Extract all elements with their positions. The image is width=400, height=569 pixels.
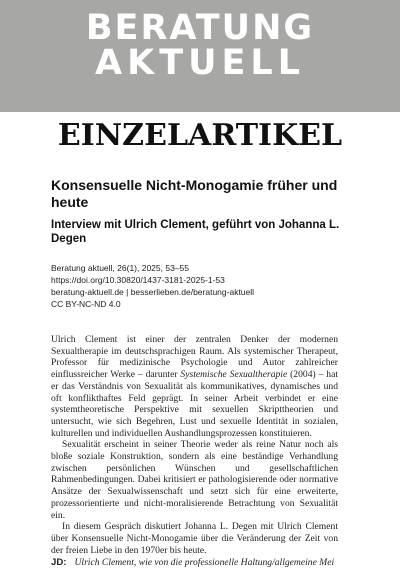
paragraph-text: Ulrich Clement ist einer der zentralen Denker der modernen Sexualtherapie im deutschsprachigen Raum. Als systemischer Therapeut, Professor für medizinische Psychologie und Autor zahlreicher einflussreicher Werke – darunter: [51, 334, 338, 381]
paragraph-text: Sexualität erscheint in seiner Theorie weder als reine Natur noch als bloße soziale Konstruktion, sondern als eine beständige Verhandlung zwischen persönlichen Wünschen und gesellschaftlichen Rahmenbedingungen. Dabei kritisiert er pathologisierende oder normative Ansätze der Sexualwissenschaft und setzt sich für eine erweiterte, prozessorientierte und nicht-moralisierende Betrachtung von Sexualität ein.: [51, 439, 338, 521]
paragraph-text: (2004) – hat er das Verständnis von Sexualität als kommunikatives, dynamisches und oft konflikthaftes Feld geprägt. In seiner Arbeit verbindet er eine systemtheoretische Perspektive mit sexuellen Skripttheorien und untersucht, wie sich Begehren, Lust und sexuelle Identität in sozialen, kulturellen und individuellen Aushandlungsprozessen konstituieren.: [51, 369, 338, 439]
license-line: CC BY-NC-ND 4.0: [51, 299, 121, 309]
document-type-label: EINZELARTIKEL: [57, 118, 343, 153]
citation-line: Beratung aktuell, 26(1), 2025, 53–55: [51, 263, 189, 273]
paragraph-text: In diesem Gespräch diskutiert Johanna L. Degen mit Ulrich Clement über Konsensuelle Nicht-Monogamie über die Veränderung der Zeit von der freien Liebe in den 1970er bis heute.: [51, 521, 338, 556]
journal-logo-line2: AKTUELL: [94, 43, 306, 83]
website-links[interactable]: beratung-aktuell.de | besserlieben.de/beratung-aktuell: [51, 287, 255, 297]
interview-question: [51, 557, 341, 569]
question-text: Ulrich Clement, wie von die professionelle Haltung/allgemeine Mei: [74, 557, 335, 568]
body-paragraph: [51, 334, 338, 439]
doi-link[interactable]: https://doi.org/10.30820/1437-3181-2025-1-53: [51, 275, 225, 285]
citation-block: [51, 262, 371, 310]
article-body: [51, 334, 338, 556]
journal-logo-line1: BERATUNG: [85, 8, 315, 48]
body-paragraph: [51, 521, 338, 556]
book-title: Systemische Sexualtherapie: [180, 369, 288, 381]
body-paragraph: [51, 439, 338, 521]
article-title: Konsensuelle Nicht-Monogamie früher und heute: [51, 177, 338, 210]
journal-banner: [0, 0, 400, 112]
speaker-label: JD:: [51, 557, 67, 568]
article-subtitle: Interview mit Ulrich Clement, geführt von Johanna L. Degen: [51, 219, 340, 245]
